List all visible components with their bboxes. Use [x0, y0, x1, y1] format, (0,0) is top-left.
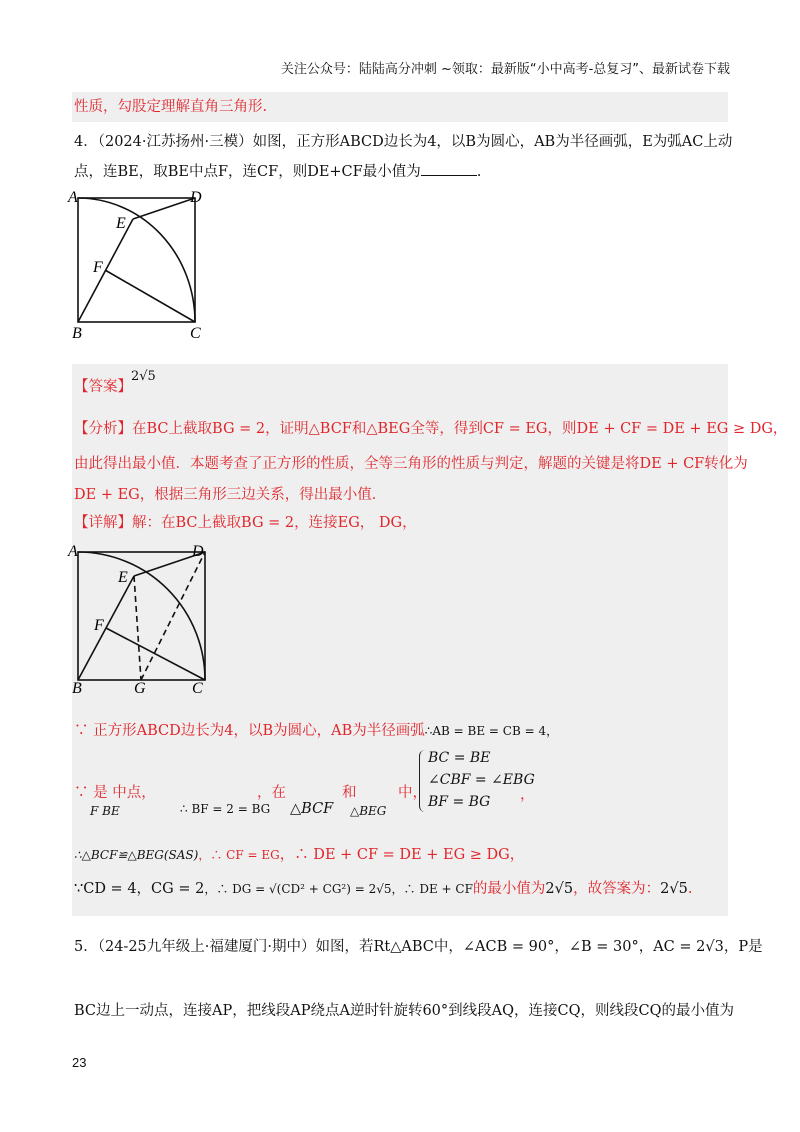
- proof-line2-vars: F BE: [90, 804, 120, 818]
- proof-line4-cd: ∵CD = 4: [74, 881, 137, 897]
- system-eq1: BC = BE: [428, 750, 491, 766]
- system-eq2: ∠CBF = ∠EBG: [428, 772, 535, 788]
- q4-line2: [74, 161, 481, 182]
- proof-line4-dg: ，∴ DG = √(CD² + CG²) = 2√5: [204, 882, 392, 896]
- proof-line4-min-text: 的最小值为: [472, 881, 546, 897]
- proof-line3-ineq: ，∴ DE + CF = DE + EG ≥ DG，: [279, 847, 525, 863]
- q4-line2-end: .: [476, 164, 482, 180]
- proof-line4-answer-text: ，故答案为：: [573, 881, 661, 897]
- proof-line3-congruent: ∴△BCF≌△BEG(SAS): [74, 848, 199, 862]
- proof-line2-bf: ∴ BF = 2 = BG: [180, 802, 271, 816]
- analysis-line1: [74, 419, 787, 439]
- system-end: ，: [520, 787, 535, 803]
- analysis-line1-text: 在BC上截取BG = 2，证明△BCF和△BEG全等，得到CF = EG，则DE + CF = DE + EG ≥ DG，: [132, 421, 788, 437]
- fig1-label-F: F: [93, 259, 103, 276]
- proof-line4-cg: ，CG = 2: [136, 881, 205, 897]
- system-eq3: BF = BG: [428, 794, 491, 810]
- proof-line3-cfeg: ，∴ CF = EG: [198, 848, 280, 862]
- q4-line1: 4．（2024·江苏扬州·三模）如图，正方形ABCD边长为4，以B为圆心，AB为半径画弧，E为弧AC上动: [74, 134, 733, 150]
- system-brace: [419, 750, 428, 812]
- proof-line1-eq: ∴AB = BE = CB = 4，: [424, 724, 559, 738]
- analysis-line2: 由此得出最小值．本题考查了正方形的性质，全等三角形的性质与判定，解题的关键是将DE + CF转化为: [74, 456, 748, 472]
- analysis-line3: DE + EG，根据三角形三边关系，得出最小值．: [74, 487, 387, 503]
- prev-tail-text: 性质，勾股定理解直角三角形.: [74, 99, 268, 115]
- proof-line1: [74, 721, 558, 741]
- fig2-label-E: E: [118, 569, 128, 586]
- proof-line2-main: ∵ 是 中点，: [74, 785, 156, 801]
- answer-value: 2√5: [131, 369, 156, 384]
- proof-line4-end: .: [687, 881, 693, 897]
- fig2-label-A: A: [68, 543, 78, 560]
- q5-line1: 5．（24-25九年级上·福建厦门·期中）如图，若Rt△ABC中，∠ACB = 90°，∠B = 30°，AC = 2√3，P是: [74, 939, 763, 955]
- fig1-label-B: B: [72, 325, 82, 342]
- proof-line4-min-val: 2√5: [545, 881, 574, 897]
- q5-line2: BC边上一动点，连接AP，把线段AP绕点A逆时针旋转60°到线段AQ，连接CQ，则线段CQ的最小值为: [74, 1003, 734, 1019]
- detail-line1: [74, 513, 417, 533]
- proof-line2-tri1: △BCF: [290, 801, 334, 817]
- fig2-label-C: C: [192, 680, 203, 696]
- answer-tag: 【答案】: [74, 379, 132, 395]
- page-number: 23: [72, 1055, 87, 1070]
- detail-tag: 【详解】: [74, 515, 132, 531]
- proof-line2-zhong: 中，: [398, 785, 427, 801]
- fig1-label-D: D: [190, 189, 202, 206]
- proof-line4-answer-val: 2√5: [660, 881, 688, 897]
- page-header: 关注公众号：陆陆高分冲刺 ~领取：最新版“小中高考-总复习”、最新试卷下载: [280, 62, 730, 77]
- fig2-label-G: G: [134, 680, 146, 696]
- figure-1-square-arc: [66, 186, 216, 342]
- proof-line2-he: 和: [342, 785, 357, 801]
- fig2-label-B: B: [72, 680, 82, 696]
- figure-2-square-arc-dashed: [66, 540, 216, 696]
- fig1-label-E: E: [116, 215, 126, 232]
- proof-line4-decf: ，∴ DE + CF: [391, 882, 473, 896]
- proof-line4: [74, 879, 692, 899]
- proof-line3: [74, 845, 524, 865]
- fig2-label-F: F: [94, 617, 104, 634]
- analysis-tag: 【分析】: [74, 421, 132, 437]
- proof-line2-zai: ，在: [257, 785, 286, 801]
- detail-line1-text: 解：在BC上截取BG = 2，连接EG， DG，: [132, 515, 417, 531]
- proof-line2-tri2: △BEG: [350, 804, 387, 818]
- fig2-label-D: D: [192, 543, 204, 560]
- fig1-label-A: A: [68, 189, 78, 206]
- proof-line1-text: ∵ 正方形ABCD边长为4，以B为圆心，AB为半径画弧: [74, 723, 425, 739]
- answer-blank: [421, 161, 477, 176]
- q4-line2-text: 点，连BE，取BE中点F，连CF，则DE+CF最小值为: [74, 164, 421, 180]
- fig1-label-C: C: [190, 325, 201, 342]
